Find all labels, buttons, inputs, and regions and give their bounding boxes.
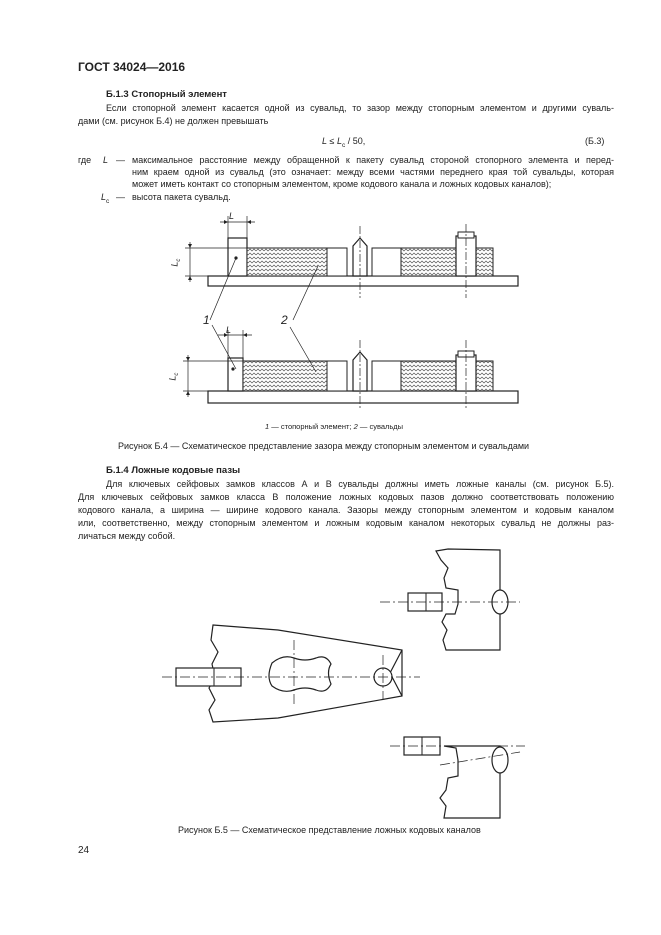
figure-b5-drawing: [0, 540, 661, 830]
page-number: 24: [78, 845, 90, 856]
def-L-line3: может иметь контакт со стопорным элементом, кроме кодового канала и ложных кодовых каналов);: [132, 179, 552, 189]
fig4-callout-2: 2: [281, 313, 288, 327]
document-header: ГОСТ 34024—2016: [78, 60, 186, 74]
lever-window: [269, 657, 331, 692]
fig4-callout-1: 1: [203, 313, 210, 327]
base-plate-top: [208, 276, 518, 286]
fig5-caption: Рисунок Б.5 — Схематическое представление ложных кодовых каналов: [178, 825, 481, 835]
para-b13-line1: Если стопорной элемент касается одной из сувальд, то зазор между стопорным элементом и другими суваль-: [106, 103, 614, 113]
fig4-label-L-top: L: [229, 211, 235, 221]
def-Lc-text: высота пакета сувальд.: [132, 192, 231, 202]
figure-b4-drawing: [0, 200, 661, 410]
para-b13-line2: дами (см. рисунок Б.4) не должен превышать: [78, 116, 269, 126]
para-b14-line1: Для ключевых сейфовых замков классов А и В сувальды должны иметь ложные каналы (см. рисунок Б.5).: [106, 479, 614, 489]
stop-element-bottom: [228, 358, 243, 391]
where-word: где: [78, 155, 92, 165]
detail-top-body: [436, 549, 500, 650]
def-dash: —: [116, 155, 125, 165]
section-heading-b14: Б.1.4 Ложные кодовые пазы: [106, 465, 241, 476]
section-heading-b13: Б.1.3 Стопорный элемент: [106, 89, 227, 100]
fig4-legend: 1 — стопорный элемент; 2 — сувальды: [265, 422, 404, 431]
fig4-label-Lc-bottom: $L_c$: [167, 372, 181, 381]
fig4-label-Lc-top: $L_c$: [169, 258, 183, 267]
para-b14-line5: личаться между собой.: [78, 531, 176, 541]
def-L-line1: максимальное расстояние между обращенной к пакету сувальд стороной стопорного элемента и перед-: [132, 155, 614, 165]
def-dash-2: —: [116, 192, 125, 202]
formula-number: (Б.3): [585, 136, 605, 146]
base-plate-bottom: [208, 391, 518, 403]
def-Lc-symbol: $L_c$: [101, 192, 110, 205]
formula-b3: $L \le L_c / 50$,: [322, 136, 366, 149]
para-b14-line4: или, соответственно, между стопорным элементом и ложным кодовым каналом некоторых сувальд не должны раз-: [78, 518, 614, 528]
def-L-line2: ним краем одной из сувальд (это означает: между всеми частями переднего края той сувальды, которая: [132, 167, 614, 177]
def-L-symbol: L: [103, 155, 109, 165]
fig4-label-L-bottom: L: [226, 325, 232, 335]
para-b14-line2: Для ключевых сейфовых замков класса В положение ложных кодовых пазов должно соответствовать положению: [78, 492, 614, 502]
fig4-caption: Рисунок Б.4 — Схематическое представление зазора между стопорным элементом и сувальдами: [118, 441, 530, 451]
para-b14-line3: кодового канала, а ширина — ширине кодового канала. Зазоры между стопорным элементом и кодовым каналом: [78, 505, 614, 515]
detail-bottom-body: [440, 746, 500, 818]
